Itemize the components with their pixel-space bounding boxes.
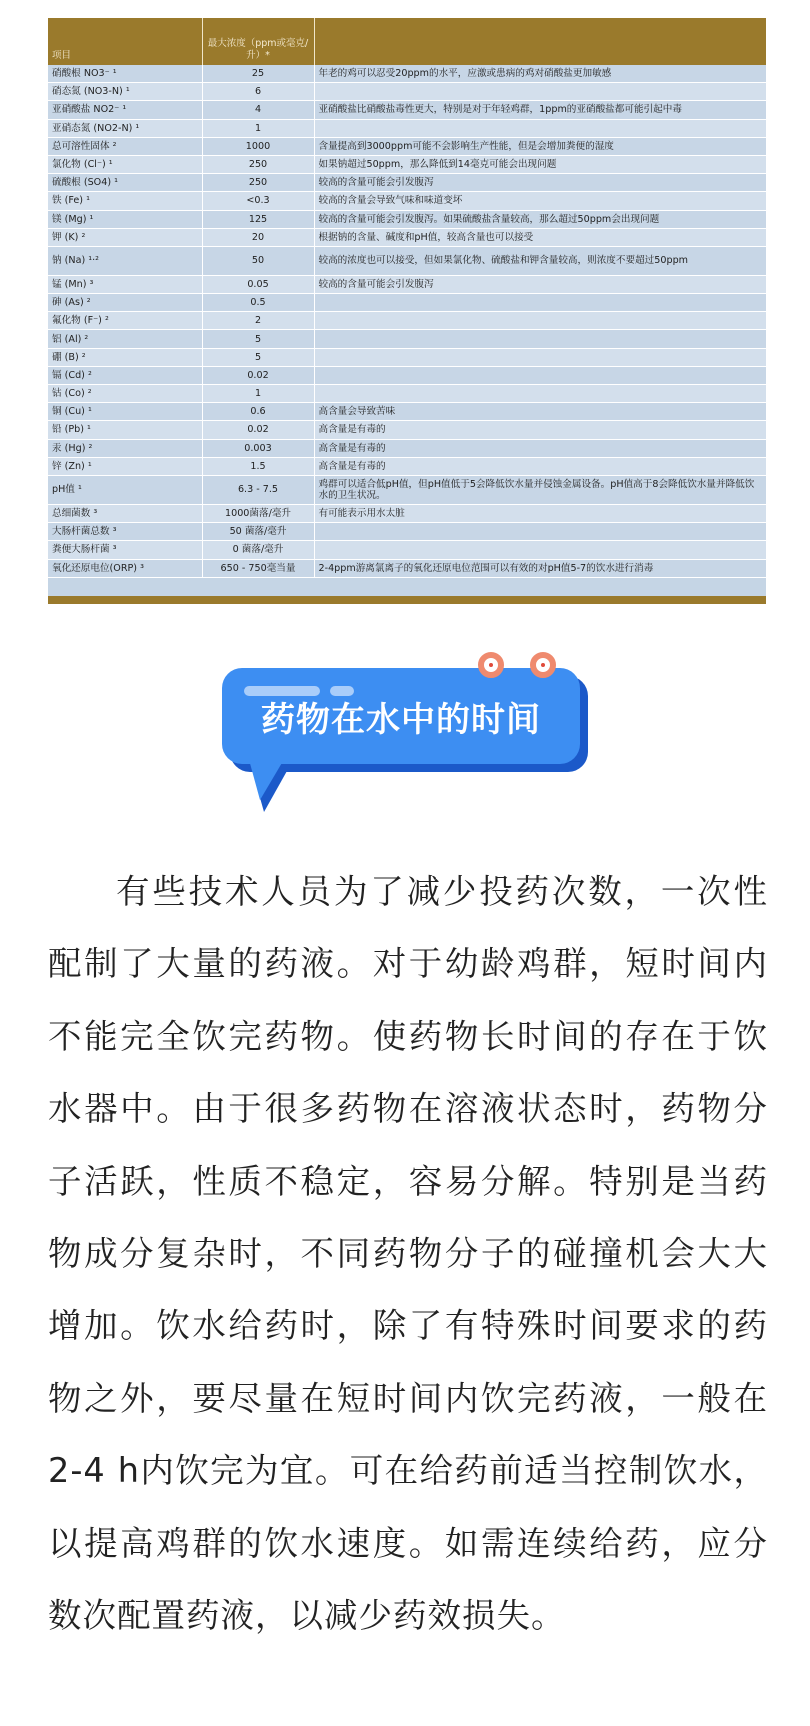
cell-note: 高含量是有毒的	[314, 421, 766, 439]
cell-value: 0.02	[202, 366, 314, 384]
cell-note: 较高的含量可能会引发腹泻	[314, 174, 766, 192]
cell-item: 硝态氮 (NO3-N) ¹	[48, 83, 202, 101]
body-paragraph: 有些技术人员为了减少投药次数，一次性配制了大量的药液。对于幼龄鸡群，短时间内不能完全饮完药物。使药物长时间的存在于饮水器中。由于很多药物在溶液状态时，药物分子活跃，性质不稳定，容易分解。特别是当药物成分复杂时，不同药物分子的碰撞机会大大增加。饮水给药时，除了有特殊时间要求的药物之外，要尽量在短时间内饮完药液，一般在2-4 h内饮完为宜。可在给药前适当控制饮水，以提高鸡群的饮水速度。如需连续给药，应分数次配置药液，以减少药效损失。	[48, 872, 768, 1636]
cell-note: 较高的含量会导致气味和味道变坏	[314, 192, 766, 210]
table-row	[48, 475, 766, 504]
cell-value: 0.5	[202, 294, 314, 312]
cell-item: 硼 (B) ²	[48, 348, 202, 366]
cell-note	[314, 541, 766, 559]
section-heading-badge	[222, 668, 588, 778]
cell-value: 0.05	[202, 275, 314, 293]
cell-item: 锰 (Mn) ³	[48, 275, 202, 293]
table-row	[48, 155, 766, 173]
table-row	[48, 403, 766, 421]
table-row	[48, 523, 766, 541]
cell-note: 年老的鸡可以忍受20ppm的水平，应激或患病的鸡对硝酸盐更加敏感	[314, 65, 766, 83]
cell-value: 0 菌落/毫升	[202, 541, 314, 559]
cell-note	[314, 312, 766, 330]
cell-value: 1	[202, 385, 314, 403]
cell-item: 大肠杆菌总数 ³	[48, 523, 202, 541]
table-row	[48, 439, 766, 457]
table-bottom-bar	[48, 596, 766, 604]
cell-note: 2-4ppm游离氯离子的氧化还原电位范围可以有效的对pH值5-7的饮水进行消毒	[314, 559, 766, 577]
cell-value: 125	[202, 210, 314, 228]
table-header-row	[48, 18, 766, 65]
cell-value: 6	[202, 83, 314, 101]
table-row	[48, 366, 766, 384]
cell-value: 6.3 - 7.5	[202, 475, 314, 504]
table-row	[48, 246, 766, 275]
cell-note: 高含量是有毒的	[314, 457, 766, 475]
table-body	[48, 65, 766, 577]
water-quality-table-image	[48, 18, 766, 604]
table-row	[48, 83, 766, 101]
cell-item: 氯化物 (Cl⁻) ¹	[48, 155, 202, 173]
cell-item: 铝 (Al) ²	[48, 330, 202, 348]
cell-note: 鸡群可以适合低pH值，但pH值低于5会降低饮水量并侵蚀金属设备。pH值高于8会降低饮水量并降低饮水的卫生状况。	[314, 475, 766, 504]
cell-note: 如果钠超过50ppm，那么降低到14毫克可能会出现问题	[314, 155, 766, 173]
cell-item: 铅 (Pb) ¹	[48, 421, 202, 439]
cell-item: 亚硝酸盐 NO2⁻ ¹	[48, 101, 202, 119]
cell-item: pH值 ¹	[48, 475, 202, 504]
cell-value: 2	[202, 312, 314, 330]
table-row	[48, 174, 766, 192]
cell-value: 5	[202, 348, 314, 366]
table-row	[48, 330, 766, 348]
cell-item: 钠 (Na) ¹·²	[48, 246, 202, 275]
cell-note: 高含量是有毒的	[314, 439, 766, 457]
cell-value: 1	[202, 119, 314, 137]
cell-note: 根据钠的含量、碱度和pH值，较高含量也可以接受	[314, 228, 766, 246]
section-title: 药物在水中的时间	[261, 700, 541, 740]
table-row	[48, 65, 766, 83]
table-row	[48, 210, 766, 228]
cell-value: 25	[202, 65, 314, 83]
cell-note	[314, 330, 766, 348]
cell-item: 镉 (Cd) ²	[48, 366, 202, 384]
table-row	[48, 421, 766, 439]
table-row	[48, 312, 766, 330]
cell-note: 较高的含量可能会引发腹泻	[314, 275, 766, 293]
cell-item: 亚硝态氮 (NO2-N) ¹	[48, 119, 202, 137]
cell-item: 锌 (Zn) ¹	[48, 457, 202, 475]
cell-value: 50 菌落/毫升	[202, 523, 314, 541]
table-row	[48, 137, 766, 155]
cell-item: 镁 (Mg) ¹	[48, 210, 202, 228]
cell-note	[314, 119, 766, 137]
cell-item: 硝酸根 NO3⁻ ¹	[48, 65, 202, 83]
decor-bar-short	[330, 686, 354, 696]
table-row	[48, 192, 766, 210]
cell-item: 氟化物 (F⁻) ²	[48, 312, 202, 330]
header-max-concentration: 最大浓度（ppm或毫克/升）*	[202, 18, 314, 65]
cell-item: 铜 (Cu) ¹	[48, 403, 202, 421]
cell-item: 砷 (As) ²	[48, 294, 202, 312]
cell-item: 硫酸根 (SO4) ¹	[48, 174, 202, 192]
cell-note	[314, 385, 766, 403]
table-row	[48, 101, 766, 119]
cell-item: 氧化还原电位(ORP) ³	[48, 559, 202, 577]
ring-dot-icon	[478, 652, 504, 678]
table-row	[48, 119, 766, 137]
header-item: 项目	[48, 18, 202, 65]
cell-note	[314, 83, 766, 101]
cell-value: 4	[202, 101, 314, 119]
cell-note: 有可能表示用水太脏	[314, 504, 766, 522]
cell-item: 铁 (Fe) ¹	[48, 192, 202, 210]
cell-item: 粪便大肠杆菌 ³	[48, 541, 202, 559]
decor-bar	[244, 686, 320, 696]
cell-note: 高含量会导致苦味	[314, 403, 766, 421]
cell-value: 0.6	[202, 403, 314, 421]
table-row	[48, 504, 766, 522]
cell-note	[314, 348, 766, 366]
table-row	[48, 541, 766, 559]
table-row	[48, 275, 766, 293]
table-row	[48, 294, 766, 312]
cell-value: 250	[202, 155, 314, 173]
table-row	[48, 228, 766, 246]
cell-note: 较高的浓度也可以接受，但如果氯化物、硫酸盐和钾含量较高，则浓度不要超过50ppm	[314, 246, 766, 275]
cell-note: 较高的含量可能会引发腹泻。如果硫酸盐含量较高，那么超过50ppm会出现问题	[314, 210, 766, 228]
cell-item: 钴 (Co) ²	[48, 385, 202, 403]
cell-value: 250	[202, 174, 314, 192]
cell-note: 含量提高到3000ppm可能不会影响生产性能，但是会增加粪便的湿度	[314, 137, 766, 155]
cell-value: 50	[202, 246, 314, 275]
water-quality-table	[48, 18, 766, 578]
cell-value: 0.003	[202, 439, 314, 457]
table-row	[48, 348, 766, 366]
table-row	[48, 385, 766, 403]
cell-value: 0.02	[202, 421, 314, 439]
cell-value: 1000菌落/毫升	[202, 504, 314, 522]
cell-item: 汞 (Hg) ²	[48, 439, 202, 457]
cell-value: 20	[202, 228, 314, 246]
cell-value: 650 - 750毫当量	[202, 559, 314, 577]
cell-value: 1000	[202, 137, 314, 155]
cell-item: 总可溶性固体 ²	[48, 137, 202, 155]
table-row	[48, 559, 766, 577]
ring-dot-icon	[530, 652, 556, 678]
cell-value: 5	[202, 330, 314, 348]
header-note	[314, 18, 766, 65]
cell-value: 1.5	[202, 457, 314, 475]
cell-note	[314, 366, 766, 384]
speech-bubble	[222, 668, 580, 764]
cell-value: <0.3	[202, 192, 314, 210]
cell-item: 总细菌数 ³	[48, 504, 202, 522]
cell-note: 亚硝酸盐比硝酸盐毒性更大，特别是对于年轻鸡群，1ppm的亚硝酸盐都可能引起中毒	[314, 101, 766, 119]
table-row	[48, 457, 766, 475]
cell-note	[314, 294, 766, 312]
cell-note	[314, 523, 766, 541]
cell-item: 钾 (K) ²	[48, 228, 202, 246]
